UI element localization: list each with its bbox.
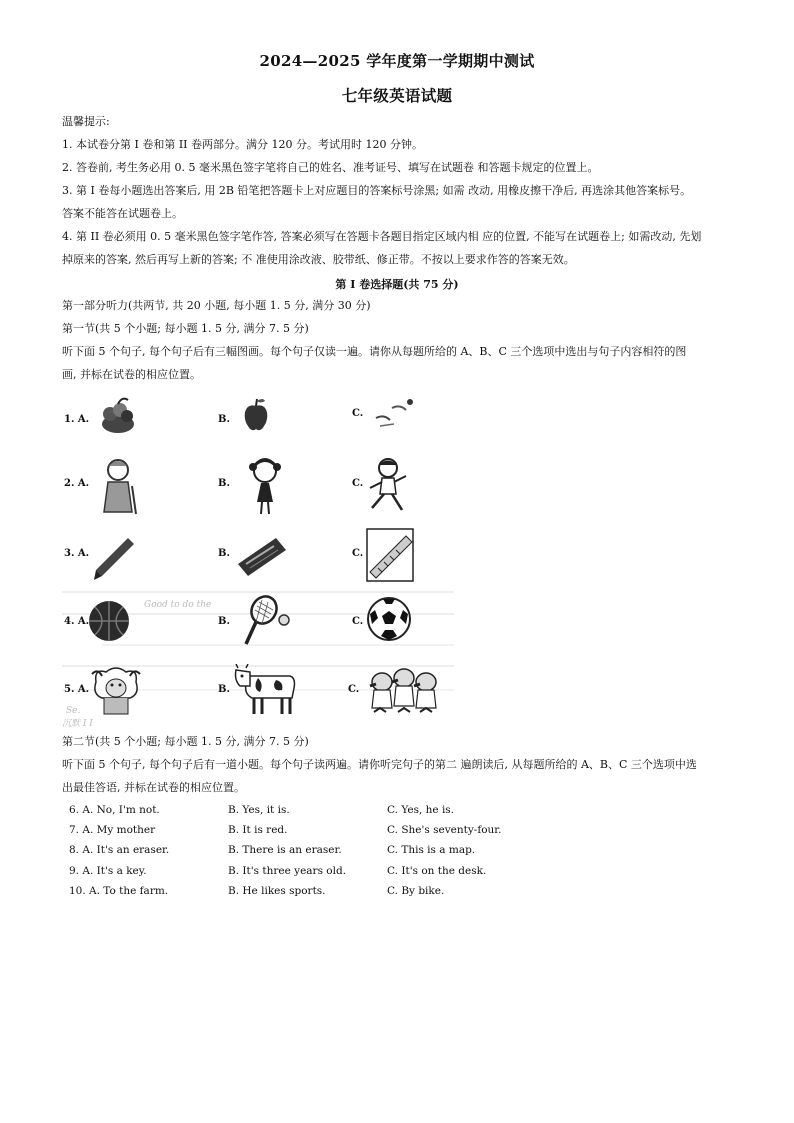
basketball-icon <box>86 598 132 644</box>
option-b: B. It's three years old. <box>228 864 347 877</box>
option-label: 2. A. <box>64 478 90 489</box>
option-label: C. <box>352 478 364 489</box>
section-one-instruction-cont: 画, 并标在试卷的相应位置。 <box>62 368 201 381</box>
section-heading: 第 I 卷选择题(共 75 分) <box>335 278 459 291</box>
option-a: 8. A. It's an eraser. <box>69 844 170 857</box>
option-c: C. It's on the desk. <box>387 864 487 877</box>
option-b: B. There is an eraser. <box>228 844 342 857</box>
section-two-heading: 第二节(共 5 个小题; 每小题 1. 5 分, 满分 7. 5 分) <box>62 735 309 748</box>
part-one-heading: 第一部分听力(共两节, 共 20 小题, 每小题 1. 5 分, 满分 30 分) <box>62 299 371 312</box>
section-one-instruction: 听下面 5 个句子, 每个句子后有三幅图画。每个句子仅读一遍。请你从每题所给的 A、B、C 三个选项中选出与句子内容相符的图 <box>62 345 687 358</box>
question-8 <box>69 844 629 864</box>
option-a: 10. A. To the farm. <box>69 884 169 897</box>
option-c: C. By bike. <box>387 884 445 897</box>
exam-subtitle: 七年级英语试题 <box>341 86 453 105</box>
ducks-icon <box>366 664 442 720</box>
option-label: B. <box>218 616 230 627</box>
faint-text: 沉默 I I <box>62 719 93 729</box>
option-c: C. This is a map. <box>387 844 476 857</box>
option-label: C. <box>352 408 364 419</box>
option-label: B. <box>218 684 230 695</box>
question-7 <box>69 824 629 844</box>
picture-question-1 <box>62 392 454 458</box>
pencil-icon <box>92 534 136 584</box>
exam-title: 2024—2025 学年度第一学期期中测试 <box>259 52 535 70</box>
picture-questions <box>62 390 454 728</box>
option-label: 1. A. <box>64 414 90 425</box>
picture-question-4 <box>62 594 454 660</box>
fruit-basket-icon <box>96 396 140 436</box>
note-line-1: 1. 本试卷分第 I 卷和第 II 卷两部分。满分 120 分。考试用时 120 分钟。 <box>62 138 423 151</box>
picture-question-5 <box>62 662 454 728</box>
note-line-2: 2. 答卷前, 考生务必用 0. 5 毫米黑色签字笔将自己的姓名、准考证号、填写在试题卷 和答题卡规定的位置上。 <box>62 161 599 174</box>
faint-text: Se. <box>66 706 81 716</box>
option-b: B. Yes, it is. <box>228 804 290 816</box>
option-label: C. <box>352 548 364 559</box>
tennis-racket-icon <box>238 594 294 650</box>
sheep-icon <box>90 664 142 720</box>
apple-icon <box>242 396 270 434</box>
option-label: C. <box>348 684 360 695</box>
section-two-instruction-cont: 出最佳答语, 并标在试卷的相应位置。 <box>62 781 245 794</box>
question-10 <box>69 885 629 905</box>
question-6 <box>69 804 629 824</box>
picture-question-3 <box>62 526 454 592</box>
option-a: 7. A. My mother <box>69 824 156 837</box>
option-c: C. Yes, he is. <box>387 804 455 816</box>
notes-label: 温馨提示: <box>62 115 110 128</box>
ruler-icon <box>366 528 414 582</box>
text-questions <box>69 804 629 905</box>
faint-text: Good to do the <box>144 600 212 610</box>
section-one-heading: 第一节(共 5 个小题; 每小题 1. 5 分, 满分 7. 5 分) <box>62 322 309 335</box>
option-label: B. <box>218 414 230 425</box>
grandmother-icon <box>96 456 140 516</box>
section-two-instruction: 听下面 5 个句子, 每个句子后有一道小题。每个句子读两遍。请你听完句子的第二 遍朗读后, 从每题所给的 A、B、C 三个选项中选 <box>62 758 697 771</box>
note-line-5: 4. 第 II 卷必须用 0. 5 毫米黑色签字笔作答, 答案必须写在答题卡各题目指定区域内相 应的位置, 不能写在试题卷上; 如需改动, 先划 <box>62 230 702 243</box>
option-label: C. <box>352 616 364 627</box>
note-line-6: 掉原来的答案, 然后再写上新的答案; 不 准使用涂改液、胶带纸、修正带。不按以上要求作答的答案无效。 <box>62 253 575 266</box>
option-a: 6. A. No, I'm not. <box>69 804 160 816</box>
note-line-4: 答案不能答在试题卷上。 <box>62 207 183 220</box>
cow-icon <box>232 664 300 716</box>
option-label: 3. A. <box>64 548 90 559</box>
option-label: B. <box>218 478 230 489</box>
girl-icon <box>248 456 282 516</box>
picture-question-2 <box>62 456 454 522</box>
option-b: B. He likes sports. <box>228 884 326 897</box>
scattered-items-icon <box>368 396 418 430</box>
question-9 <box>69 865 629 885</box>
note-line-3: 3. 第 I 卷每小题选出答案后, 用 2B 铅笔把答题卡上对应题目的答案标号涂黑; 如需 改动, 用橡皮擦干净后, 再选涂其他答案标号。 <box>62 184 692 197</box>
option-b: B. It is red. <box>228 824 288 837</box>
option-a: 9. A. It's a key. <box>69 864 147 877</box>
running-boy-icon <box>366 456 410 516</box>
soccer-ball-icon <box>366 596 412 642</box>
option-label: 5. A. <box>64 684 90 695</box>
option-label: B. <box>218 548 230 559</box>
option-c: C. She's seventy-four. <box>387 824 502 837</box>
pencil-box-icon <box>234 534 288 580</box>
option-label: 4. A. <box>64 616 90 627</box>
